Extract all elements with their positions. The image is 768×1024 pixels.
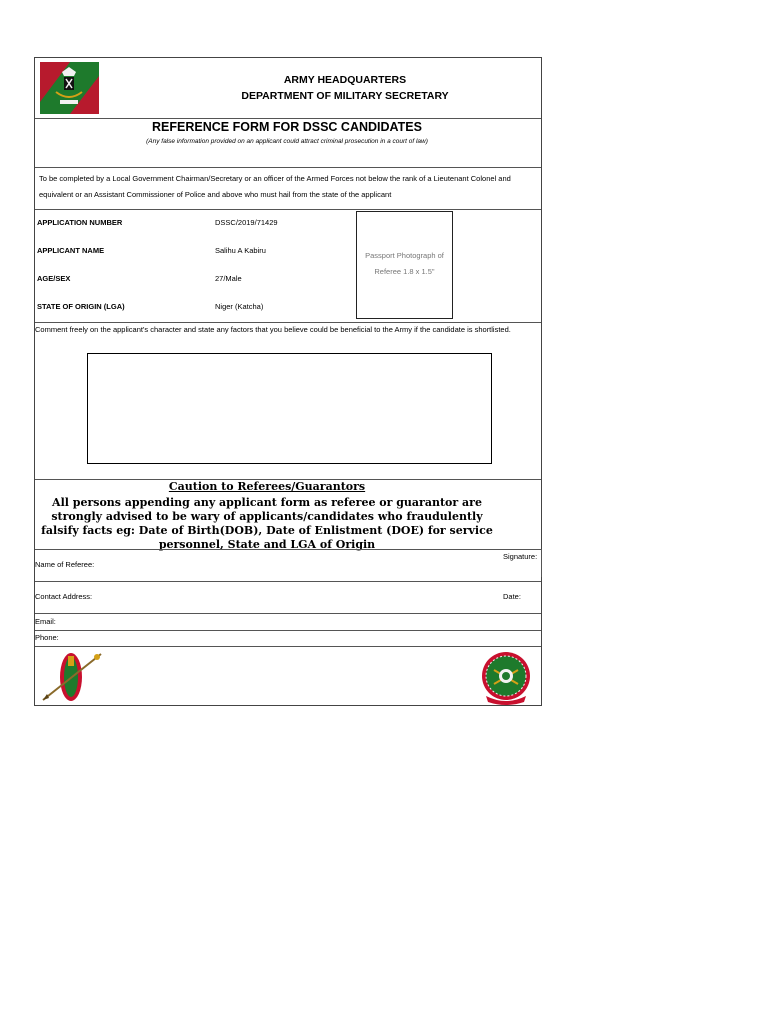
form-title: REFERENCE FORM FOR DSSC CANDIDATES	[152, 120, 422, 134]
age-sex-value: 27/Male	[215, 274, 242, 283]
army-seal-logo-icon	[476, 650, 536, 705]
passport-photo-placeholder	[356, 211, 453, 319]
org-line-1: ARMY HEADQUARTERS	[283, 74, 407, 86]
reference-form	[34, 57, 542, 706]
caution-title: Caution to Referees/Guarantors	[168, 480, 366, 493]
divider	[35, 209, 541, 210]
form-subtitle: (Any false information provided on an applicant could attract criminal prosecution in a court of law)	[146, 138, 428, 145]
divider	[35, 549, 541, 550]
signature-box-edge	[541, 549, 542, 577]
application-number-value: DSSC/2019/71429	[215, 218, 278, 227]
divider	[35, 646, 541, 647]
email-label: Email:	[35, 617, 56, 626]
divider	[35, 630, 541, 631]
divider	[35, 581, 541, 582]
org-line-2: DEPARTMENT OF MILITARY SECRETARY	[241, 90, 449, 102]
phone-label: Phone:	[35, 633, 59, 642]
caution-body: All persons appending any applicant form as referee or guarantor are strongly advised to be wary of applicants/candidates who fraudulently falsify facts eg: Date of Birth(DOB), Date of Enlistment (DOE) for service personnel, State and LGA of Origin	[41, 496, 493, 551]
contact-address-label: Contact Address:	[35, 592, 93, 601]
army-crest-logo-icon	[40, 62, 99, 114]
age-sex-label: AGE/SEX	[37, 274, 71, 283]
divider	[35, 118, 541, 119]
divider	[35, 167, 541, 168]
sword-emblem-icon	[39, 650, 103, 704]
comment-prompt: Comment freely on the applicant's character and state any factors that you believe could be beneficial to the Army if the candidate is shortlisted.	[35, 325, 511, 334]
divider	[35, 613, 541, 614]
application-number-label: APPLICATION NUMBER	[37, 218, 123, 227]
applicant-name-label: APPLICANT NAME	[37, 246, 105, 255]
state-of-origin-value: Niger (Katcha)	[215, 302, 264, 311]
comment-box[interactable]	[87, 353, 492, 464]
state-of-origin-label: STATE OF ORIGIN (LGA)	[37, 302, 125, 311]
caution-section	[35, 480, 499, 552]
signature-label: Signature:	[503, 552, 538, 561]
date-label: Date:	[503, 592, 521, 601]
passport-photo-text: Passport Photograph of Referee 1.8 x 1.5"	[365, 251, 444, 276]
referee-name-label: Name of Referee:	[35, 560, 95, 569]
instructions-text: To be completed by a Local Government Chairman/Secretary or an officer of the Armed Forces not below the rank of a Lieutenant Colonel and equivalent or an Assistant Commissioner of Police and above who must hail from the state of the applicant	[39, 174, 511, 199]
applicant-name-value: Salihu A Kabiru	[215, 246, 266, 255]
